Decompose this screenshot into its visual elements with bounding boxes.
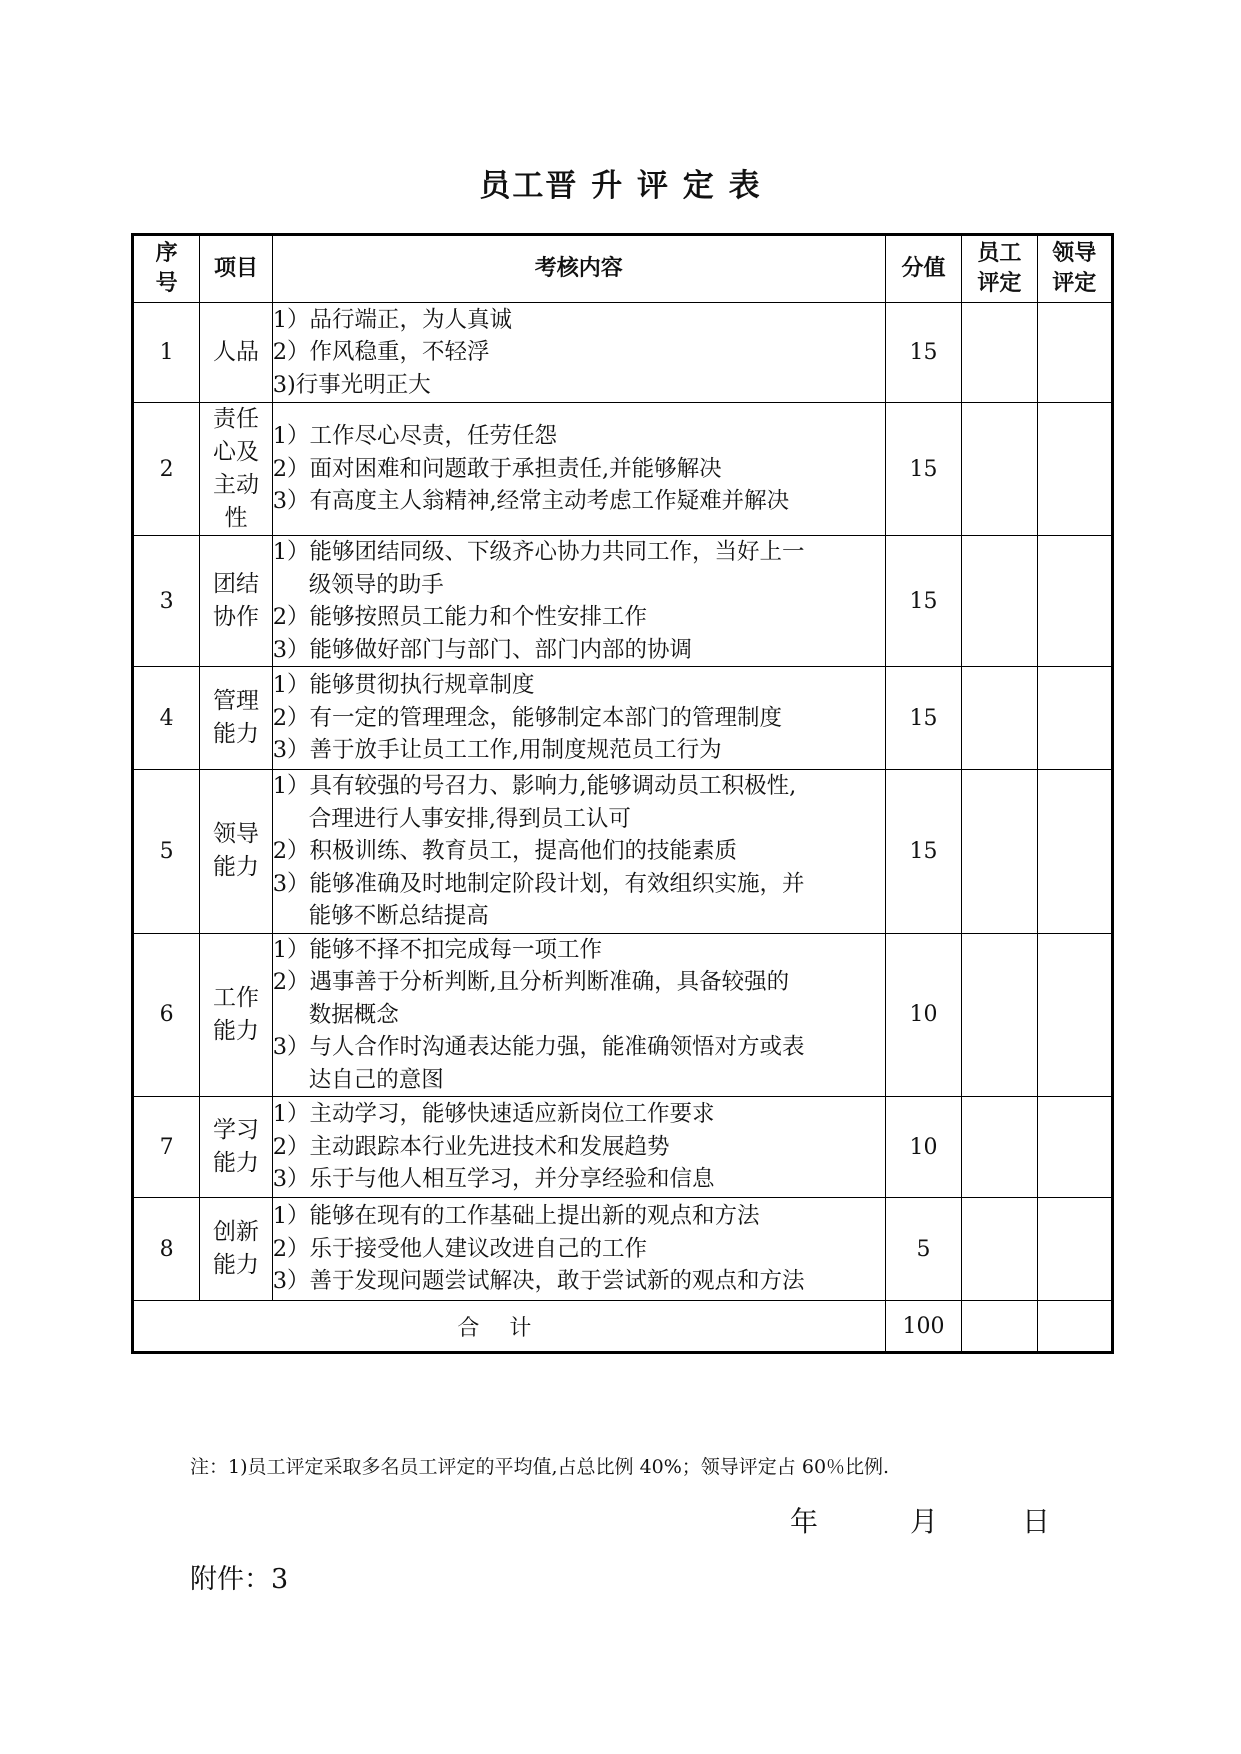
row-category-line: 能力: [213, 1150, 259, 1176]
employee-eval-cell[interactable]: [962, 1097, 1037, 1198]
leader-eval-cell[interactable]: [1037, 770, 1112, 934]
row-category-line: 性: [224, 505, 248, 531]
criterion-line: 1）能够团结同级、下级齐心协力共同工作，当好上一: [272, 539, 805, 565]
row-content: [272, 667, 885, 770]
criterion-line: 2）积极训练、教育员工，提高他们的技能素质: [272, 838, 738, 864]
date-year: 年: [790, 1505, 819, 1538]
row-score: 15: [885, 667, 961, 770]
row-category-line: 创新: [213, 1219, 259, 1245]
criterion-line: 3）与人合作时沟通表达能力强，能准确领悟对方或表: [272, 1034, 805, 1060]
employee-eval-cell[interactable]: [962, 1198, 1037, 1301]
header-seq-line: 号: [155, 271, 178, 296]
employee-eval-cell[interactable]: [962, 933, 1037, 1097]
row-category: [200, 933, 272, 1097]
criterion-line: 级领导的助手: [308, 571, 444, 598]
header-seq-line: 序: [155, 241, 178, 266]
row-content: [272, 770, 885, 934]
row-content: [272, 403, 885, 536]
row-category-line: 管理: [213, 688, 259, 714]
row-category-line: 团结: [213, 571, 259, 597]
row-category: [200, 1198, 272, 1301]
leader-eval-cell[interactable]: [1037, 403, 1112, 536]
row-content: [272, 1097, 885, 1198]
table-row: [133, 303, 1113, 403]
row-category: [200, 667, 272, 770]
header-row: [133, 235, 1113, 303]
row-number: 3: [133, 536, 200, 667]
criterion-line: 3）能够做好部门与部门、部门内部的协调: [272, 636, 693, 663]
total-row: [133, 1301, 1113, 1353]
row-score: 15: [885, 770, 961, 934]
row-number: 2: [133, 403, 200, 536]
criterion-line: 3)行事光明正大: [272, 371, 431, 398]
header-employee-eval: [962, 235, 1037, 303]
footnote: 注：1)员工评定采取多名员工评定的平均值,占总比例 40%；领导评定占 60％比例.: [190, 1456, 890, 1478]
header-leader-eval-line: 领导: [1052, 241, 1097, 266]
criterion-line: 1）主动学习，能够快速适应新岗位工作要求: [272, 1101, 715, 1128]
evaluation-table: [131, 233, 1114, 1354]
criterion-line: 1）具有较强的号召力、影响力,能够调动员工积极性,: [272, 773, 797, 799]
leader-eval-cell[interactable]: [1037, 303, 1112, 403]
criterion-line: 达自己的意图: [308, 1066, 444, 1093]
criterion-line: 合理进行人事安排,得到员工认可: [308, 805, 631, 832]
row-category-line: 能力: [213, 1252, 259, 1278]
employee-eval-cell[interactable]: [962, 536, 1037, 667]
criterion-line: 1）能够不择不扣完成每一项工作: [272, 936, 603, 963]
date-month: 月: [910, 1505, 939, 1538]
row-category-line: 学习: [213, 1117, 259, 1143]
header-leader-eval: [1037, 235, 1112, 303]
header-employee-eval-line: 员工: [977, 241, 1022, 266]
total-score: 100: [885, 1301, 961, 1353]
leader-eval-cell[interactable]: [1037, 933, 1112, 1097]
date-day: 日: [1022, 1505, 1051, 1538]
criterion-line: 能够不断总结提高: [308, 903, 489, 929]
row-category-line: 能力: [213, 721, 259, 747]
row-score: 5: [885, 1198, 961, 1301]
row-score: 15: [885, 303, 961, 403]
table-row: [133, 770, 1113, 934]
leader-eval-cell[interactable]: [1037, 536, 1112, 667]
row-category-line: 主动: [213, 472, 259, 498]
row-number: 5: [133, 770, 200, 934]
total-employee-eval-cell[interactable]: [962, 1301, 1037, 1353]
table-row: [133, 667, 1113, 770]
row-category-line: 工作: [213, 984, 259, 1011]
page-title: 员工晋 升 评 定 表: [479, 168, 762, 204]
criterion-line: 3）乐于与他人相互学习，并分享经验和信息: [272, 1166, 715, 1193]
row-category-line: 能力: [213, 854, 259, 881]
row-content: [272, 303, 885, 403]
criterion-line: 2）有一定的管理理念，能够制定本部门的管理制度: [272, 704, 783, 731]
row-number: 7: [133, 1097, 200, 1198]
date-line: [790, 1500, 1050, 1540]
row-category-line: 责任: [213, 406, 259, 432]
attachment-label: 附件：3: [190, 1564, 289, 1595]
leader-eval-cell[interactable]: [1037, 1097, 1112, 1198]
row-number: 4: [133, 667, 200, 770]
criterion-line: 2）主动跟踪本行业先进技术和发展趋势: [272, 1133, 670, 1160]
row-score: 15: [885, 536, 961, 667]
criterion-line: 2）遇事善于分析判断,且分析判断准确，具备较强的: [272, 969, 790, 995]
criterion-line: 2）作风稳重，不轻浮: [272, 339, 490, 366]
row-category: [200, 536, 272, 667]
row-category: [200, 770, 272, 934]
row-category: [200, 403, 272, 536]
header-leader-eval-line: 评定: [1052, 271, 1097, 296]
total-label: 合计: [133, 1301, 886, 1353]
row-content: [272, 1198, 885, 1301]
leader-eval-cell[interactable]: [1037, 667, 1112, 770]
criterion-line: 3）有高度主人翁精神,经常主动考虑工作疑难并解决: [272, 488, 790, 515]
row-category-line: 能力: [213, 1017, 259, 1044]
row-content: [272, 933, 885, 1097]
row-number: 6: [133, 933, 200, 1097]
table-row: [133, 403, 1113, 536]
employee-eval-cell[interactable]: [962, 667, 1037, 770]
row-category-line: 心及: [213, 439, 259, 465]
row-category: [200, 1097, 272, 1198]
criterion-line: 1）能够贯彻执行规章制度: [272, 672, 535, 699]
row-content: [272, 536, 885, 667]
criterion-line: 数据概念: [308, 1001, 399, 1028]
criterion-line: 1）品行端正，为人真诚: [272, 306, 513, 333]
total-leader-eval-cell[interactable]: [1037, 1301, 1112, 1353]
header-score: 分值: [885, 235, 961, 303]
table-row: [133, 1198, 1113, 1301]
row-category-line: 协作: [213, 604, 259, 630]
criterion-line: 3）善于发现问题尝试解决，敢于尝试新的观点和方法: [272, 1268, 805, 1295]
table-row: [133, 933, 1113, 1097]
table-row: [133, 1097, 1113, 1198]
employee-eval-cell[interactable]: [962, 303, 1037, 403]
row-number: 1: [133, 303, 200, 403]
criterion-line: 1）工作尽心尽责，任劳任怨: [272, 423, 558, 450]
header-seq: [133, 235, 200, 303]
criterion-line: 3）善于放手让员工工作,用制度规范员工行为: [272, 737, 722, 764]
row-category-line: 人品: [213, 339, 259, 365]
leader-eval-cell[interactable]: [1037, 1198, 1112, 1301]
header-employee-eval-line: 评定: [977, 271, 1022, 296]
criterion-line: 3）能够准确及时地制定阶段计划，有效组织实施，并: [272, 870, 805, 897]
employee-eval-cell[interactable]: [962, 403, 1037, 536]
table-row: [133, 536, 1113, 667]
header-item: 项目: [200, 235, 272, 303]
row-category-line: 领导: [213, 821, 259, 848]
criterion-line: 2）面对困难和问题敢于承担责任,并能够解决: [272, 455, 722, 482]
row-score: 10: [885, 1097, 961, 1198]
criterion-line: 2）能够按照员工能力和个性安排工作: [272, 604, 648, 630]
row-score: 10: [885, 933, 961, 1097]
header-content: 考核内容: [272, 235, 885, 303]
row-number: 8: [133, 1198, 200, 1301]
criterion-line: 1）能够在现有的工作基础上提出新的观点和方法: [272, 1203, 760, 1230]
criterion-line: 2）乐于接受他人建议改进自己的工作: [272, 1235, 648, 1262]
row-score: 15: [885, 403, 961, 536]
row-category: [200, 303, 272, 403]
employee-eval-cell[interactable]: [962, 770, 1037, 934]
